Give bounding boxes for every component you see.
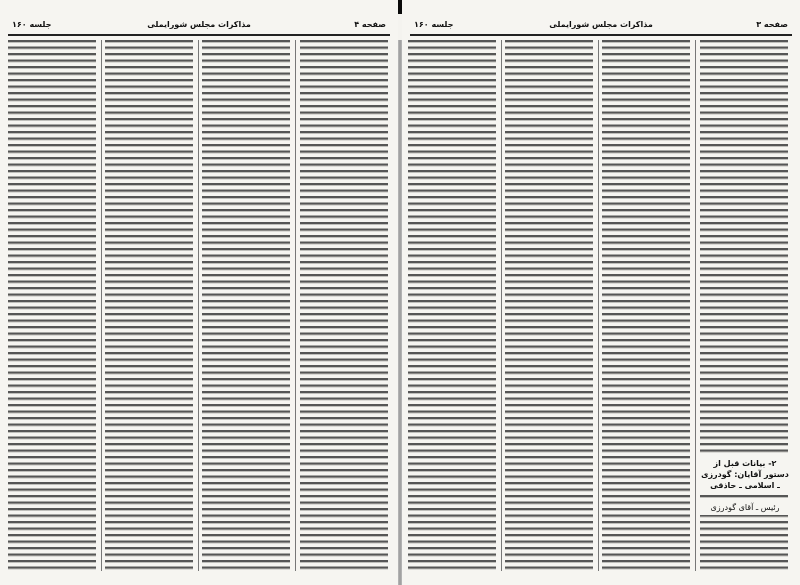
text-column: [300, 40, 388, 571]
text-column: [105, 40, 193, 571]
column-divider: [501, 40, 502, 571]
column-divider: [101, 40, 102, 571]
session-number: جلسه ۱۶۰: [414, 20, 454, 29]
text-column: [202, 40, 290, 571]
running-title: مذاکرات مجلس شورایملی: [549, 20, 653, 29]
text-column: [408, 40, 496, 571]
section-heading: ۲- بیانات قبل از دستور آقایان: گودرزی ـ اسلامی ـ حاذقی: [700, 456, 790, 493]
session-number: جلسه ۱۶۰: [12, 20, 52, 29]
right-page: [402, 0, 800, 585]
text-column: [8, 40, 96, 571]
left-page: [0, 0, 398, 585]
text-column: [505, 40, 593, 571]
page-number: صفحه ۳: [756, 20, 788, 29]
column-divider: [198, 40, 199, 571]
text-column: [602, 40, 690, 571]
page-header: [414, 20, 788, 34]
header-rule: [410, 34, 792, 36]
running-title: مذاکرات مجلس شورایملی: [147, 20, 251, 29]
page-number: صفحه ۴: [354, 20, 386, 29]
column-divider: [695, 40, 696, 571]
header-rule: [8, 34, 390, 36]
column-divider: [295, 40, 296, 571]
column-divider: [598, 40, 599, 571]
speaker-line: رئیس ـ آقای گودرزی: [700, 500, 790, 515]
page-header: [12, 20, 386, 34]
